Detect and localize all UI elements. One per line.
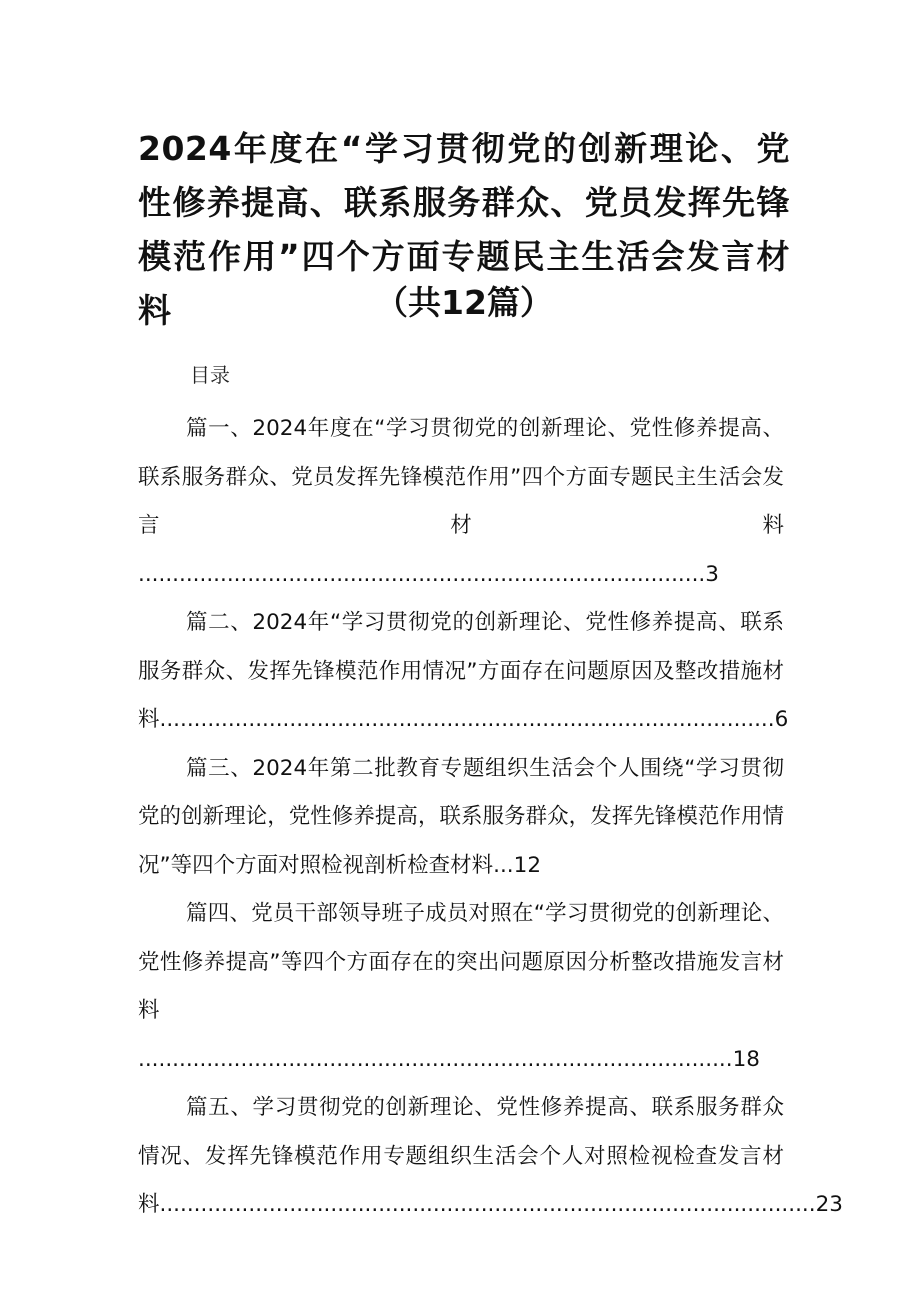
toc-entry-text: 篇二、2024年“学习贯彻党的创新理论、党性修养提高、联系服务群众、发挥先锋模范作用情况”方面存在问题原因及整改措施材料 xyxy=(138,610,784,732)
toc-entry-3[interactable] xyxy=(138,745,784,891)
toc-page-number: 3 xyxy=(705,561,719,587)
toc-page-number: 18 xyxy=(732,1046,760,1072)
toc-leader-dots: ... xyxy=(493,852,514,878)
toc-entry-text: 篇五、学习贯彻党的创新理论、党性修养提高、联系服务群众情况、发挥先锋模范作用专题组织生活会个人对照检视检查发言材料 xyxy=(138,1095,784,1217)
document-title: 2024年度在“学习贯彻党的创新理论、党性修养提高、联系服务群众、党员发挥先锋模范作用”四个方面专题民主生活会发言材料 xyxy=(138,129,790,330)
toc-entry-4[interactable] xyxy=(138,890,784,1084)
toc-entry-text: 篇四、党员干部领导班子成员对照在“学习贯彻党的创新理论、党性修养提高”等四个方面存在的突出问题原因分析整改措施发言材料 xyxy=(138,901,784,1023)
toc-entry-2[interactable] xyxy=(138,599,789,745)
document-subtitle: （共12篇） xyxy=(375,283,553,322)
toc-page-number: 23 xyxy=(815,1192,843,1217)
toc-leader-dots: ................................................................................... xyxy=(138,561,706,587)
table-of-contents xyxy=(138,405,843,1230)
toc-page-number: 12 xyxy=(513,852,542,878)
toc-leader-dots: .......................................................................................... xyxy=(159,707,775,732)
toc-entry-5[interactable] xyxy=(138,1084,843,1230)
toc-entry-1[interactable] xyxy=(138,405,784,599)
toc-leader-dots: ....................................................................................... xyxy=(138,1046,733,1072)
toc-heading: 目录 xyxy=(190,363,230,387)
toc-leader-dots: ................................................................................................ xyxy=(159,1192,816,1217)
toc-entry-text: 篇一、2024年度在“学习贯彻党的创新理论、党性修养提高、联系服务群众、党员发挥先锋模范作用”四个方面专题民主生活会发言材料 xyxy=(138,416,784,538)
toc-page-number: 6 xyxy=(774,707,789,732)
toc-entry-text: 篇三、2024年第二批教育专题组织生活会个人围绕“学习贯彻党的创新理论，党性修养提高，联系服务群众，发挥先锋模范作用情况”等四个方面对照检视剖析检查材料 xyxy=(138,755,784,878)
